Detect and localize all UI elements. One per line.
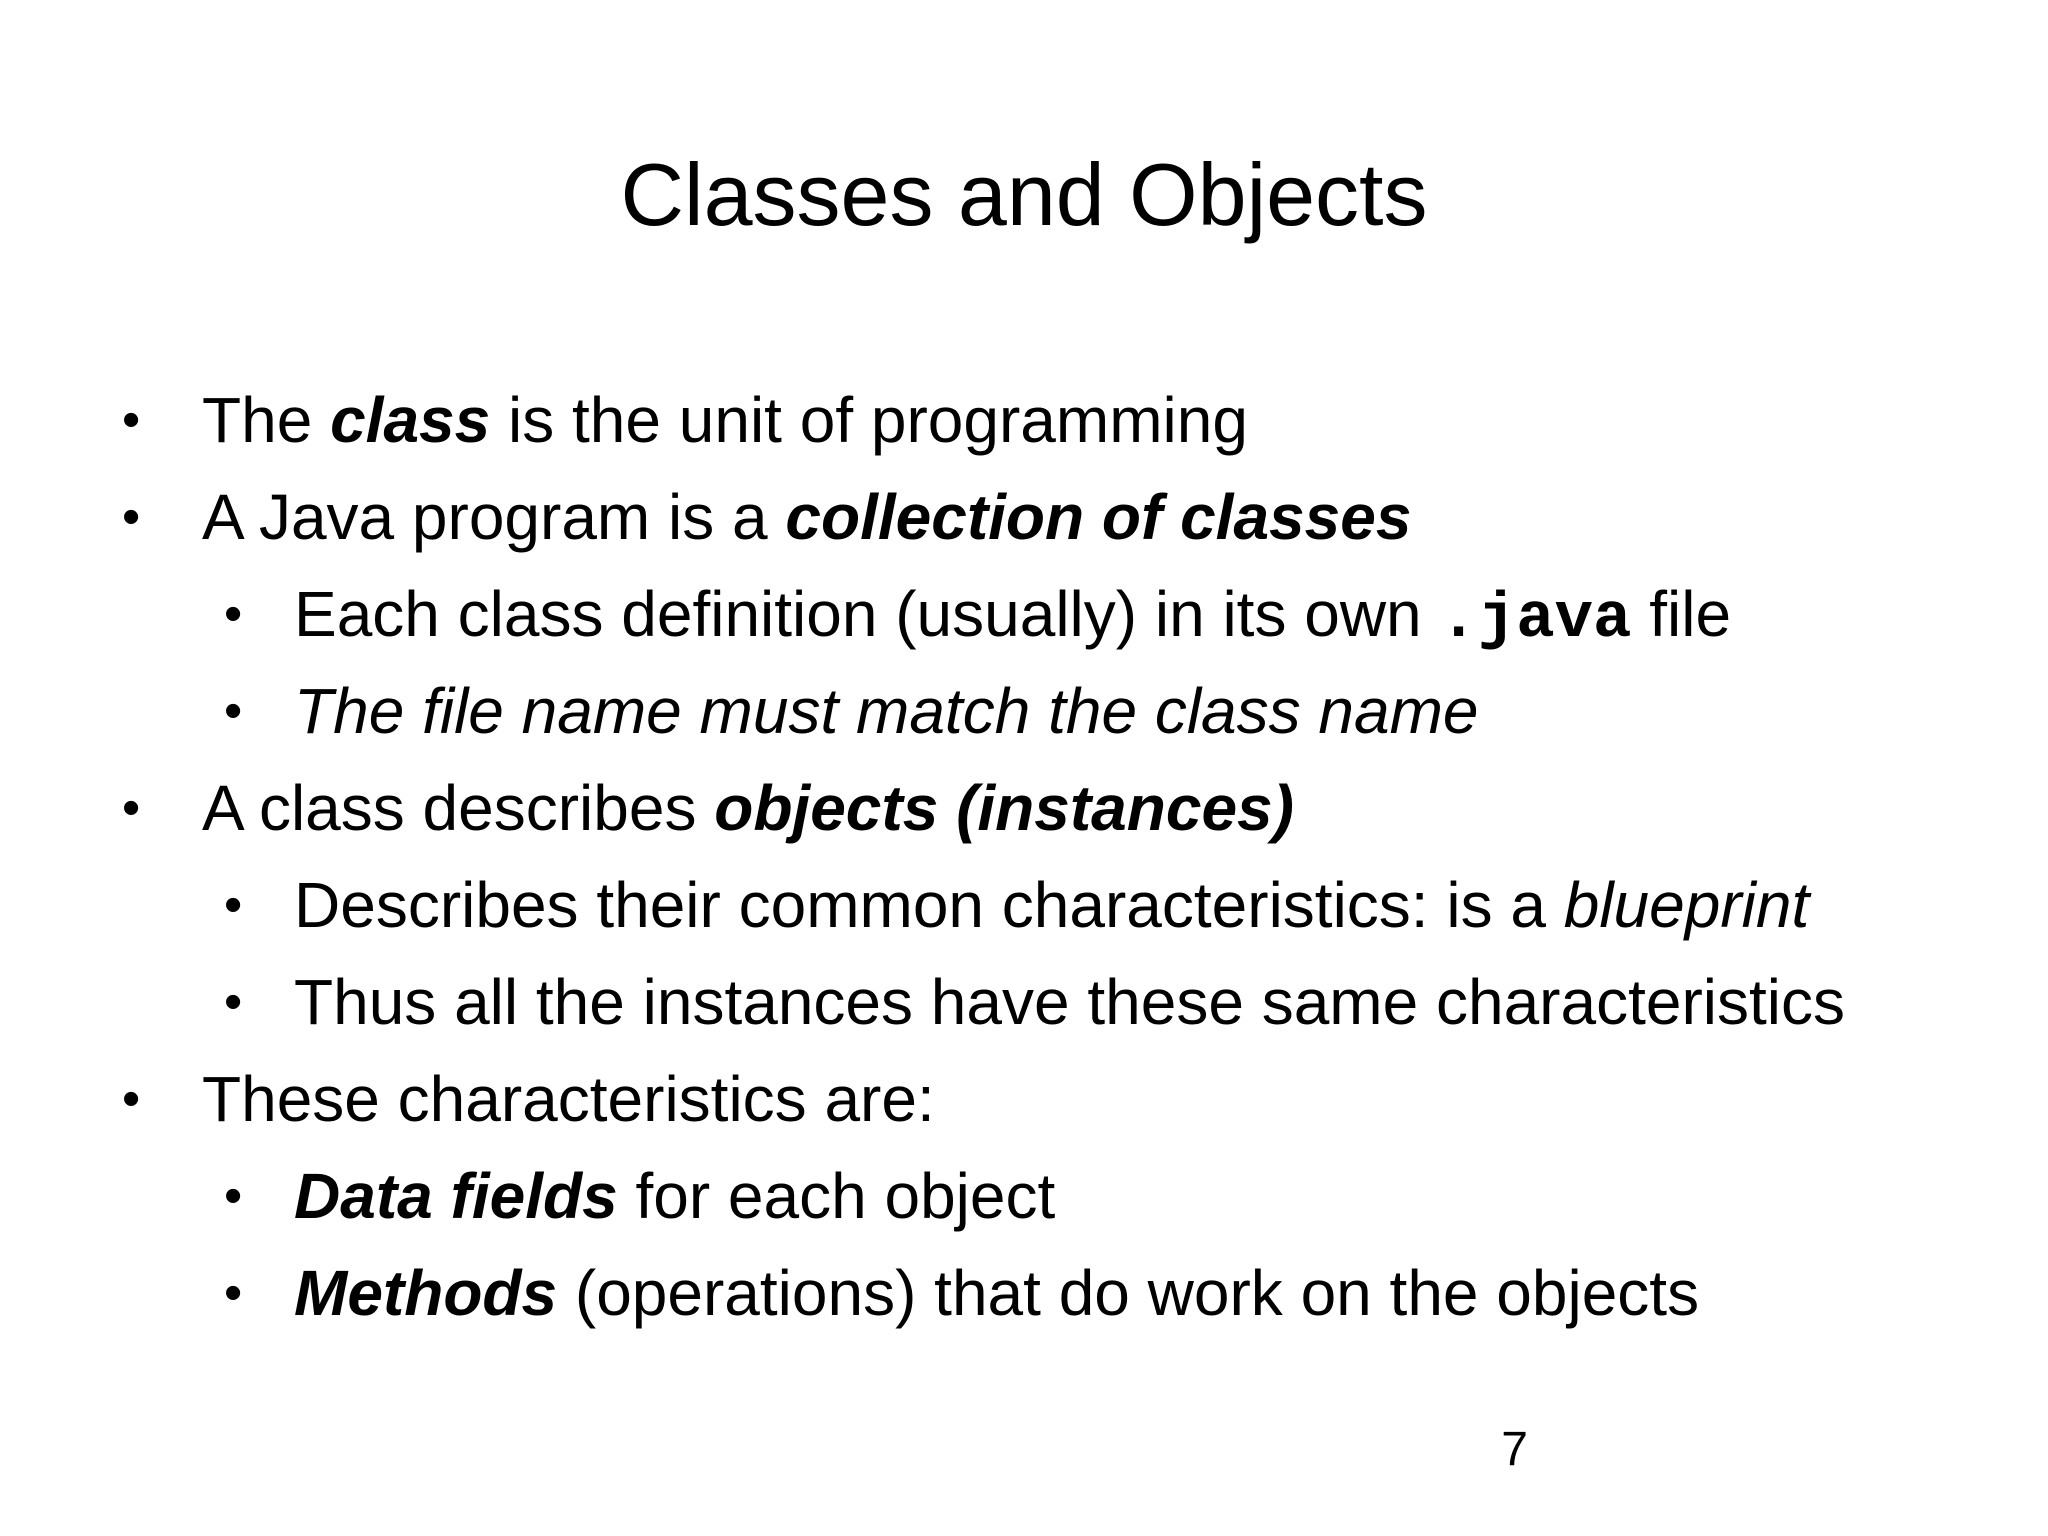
sub-bullet-item [0, 857, 2048, 954]
bullet-icon: • [122, 391, 141, 449]
bullet-text [294, 857, 1809, 954]
italic-text: blueprint [1563, 869, 1810, 941]
bullet-text [294, 1148, 1055, 1245]
page-number: 7 [1501, 1423, 1528, 1476]
bullet-icon: • [224, 585, 243, 643]
sub-bullet-item [0, 954, 2048, 1051]
bullet-item [0, 372, 2048, 469]
bullet-text: The file name must match the class name [294, 675, 1479, 747]
emphasis-text: class [330, 384, 491, 456]
emphasis-text: objects (instances) [714, 772, 1294, 844]
bullet-icon: • [122, 779, 141, 837]
sub-bullet-item [0, 1148, 2048, 1245]
sub-bullet-item [0, 566, 2048, 663]
bullet-item [0, 1051, 2048, 1148]
bullet-item [0, 760, 2048, 857]
text-segment: A class describes [202, 772, 715, 844]
bullet-text: These characteristics are: [202, 1063, 935, 1135]
bullet-text [294, 566, 1731, 669]
bullet-text [202, 469, 1411, 566]
bullet-icon: • [224, 1264, 243, 1322]
text-segment: The [202, 384, 331, 456]
text-segment: file [1631, 578, 1732, 650]
text-segment: for each object [617, 1160, 1056, 1232]
bullet-text [294, 1245, 1699, 1342]
bullet-text [202, 760, 1294, 857]
bullet-icon: • [122, 488, 141, 546]
code-text: .java [1439, 584, 1632, 656]
text-segment: is the unit of programming [490, 384, 1248, 456]
text-segment: Describes their common characteristics: is a [294, 869, 1564, 941]
bullet-icon: • [122, 1070, 141, 1128]
bullet-icon: • [224, 682, 243, 740]
bullet-icon: • [224, 973, 243, 1031]
bullet-text [202, 372, 1248, 469]
text-segment: Each class definition (usually) in its own [294, 578, 1440, 650]
sub-bullet-item [0, 1245, 2048, 1342]
sub-bullet-item [0, 663, 2048, 760]
bullet-item [0, 469, 2048, 566]
emphasis-text: Data fields [294, 1160, 618, 1232]
text-segment: A Java program is a [202, 481, 786, 553]
emphasis-text: collection of classes [785, 481, 1412, 553]
slide-title: Classes and Objects [620, 145, 1428, 244]
bullet-text: Thus all the instances have these same characteristics [294, 966, 1845, 1038]
text-segment: (operations) that do work on the objects [557, 1257, 1700, 1329]
emphasis-text: Methods [294, 1257, 558, 1329]
bullet-icon: • [224, 876, 243, 934]
bullet-list [0, 372, 2048, 1342]
bullet-icon: • [224, 1167, 243, 1225]
